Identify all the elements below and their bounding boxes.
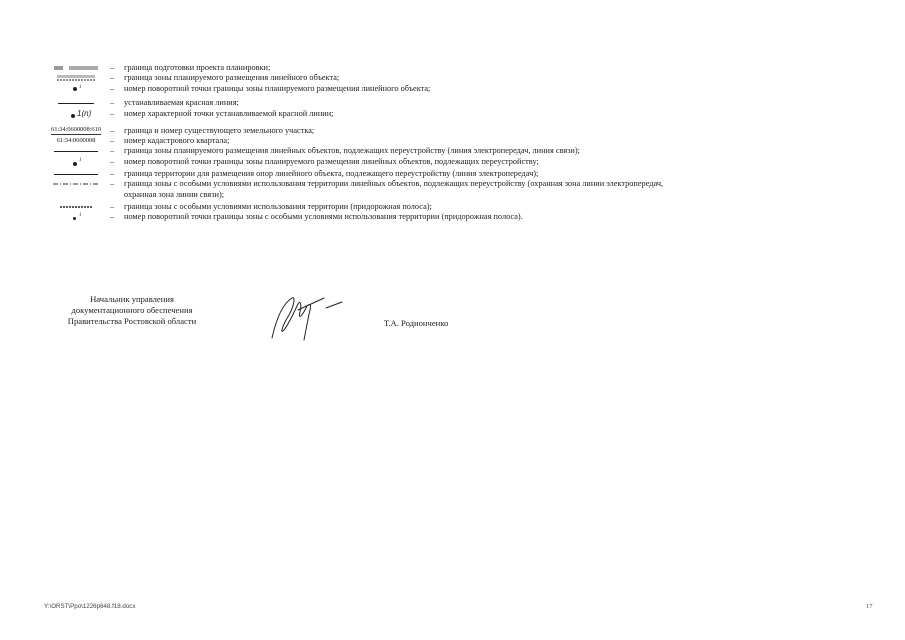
legend-dash: – bbox=[110, 156, 115, 166]
point-number: 1 bbox=[79, 157, 82, 163]
legend-text: номер характерной точки устанавливаемой красной линии; bbox=[124, 108, 334, 118]
legend-text: граница подготовки проекта планировки; bbox=[124, 63, 271, 72]
legend-dash: – bbox=[110, 98, 115, 108]
legend-dash: – bbox=[110, 202, 115, 212]
legend-dash: – bbox=[110, 73, 115, 83]
reconstruction-point-symbol bbox=[44, 157, 108, 167]
legend-text bbox=[124, 179, 884, 200]
legend-row-zone-turning-point bbox=[44, 84, 884, 94]
legend-row-reconstruction-zone bbox=[44, 146, 884, 156]
point-dot-icon bbox=[73, 87, 77, 91]
cadastral-quarter-number: 61:34:0600008 bbox=[56, 137, 96, 145]
legend-text: номер поворотной точки границы зоны планируемого размещения линейных объектов, подлежащих переустройству; bbox=[124, 156, 539, 166]
legend bbox=[44, 63, 884, 224]
legend-text: граница и номер существующего земельного участка; bbox=[124, 125, 315, 135]
position-line-1: Начальник управления bbox=[90, 294, 174, 304]
land-plot-number: 61:34:0600008:610 bbox=[51, 126, 101, 134]
reconstruction-zone-symbol bbox=[44, 146, 108, 156]
point-label: 1(n) bbox=[77, 108, 92, 118]
legend-dash: – bbox=[110, 168, 115, 178]
legend-row-planning-boundary bbox=[44, 63, 884, 73]
protection-zone-symbol bbox=[44, 179, 108, 189]
legend-text: граница зоны планируемого размещения линейного объекта; bbox=[124, 73, 340, 83]
legend-text-line2: охранная зона линии связи); bbox=[124, 189, 225, 199]
legend-row-linear-object-zone bbox=[44, 73, 884, 83]
point-number: 1 bbox=[79, 84, 82, 90]
legend-row-reconstruction-point bbox=[44, 157, 884, 169]
legend-text: устанавливаемая красная линия; bbox=[124, 98, 239, 108]
legend-dash: – bbox=[110, 108, 115, 118]
red-line-symbol bbox=[44, 98, 108, 108]
legend-dash: – bbox=[110, 146, 115, 156]
red-line-point-symbol bbox=[44, 109, 108, 119]
legend-dash: – bbox=[110, 212, 115, 222]
legend-row-land-plot bbox=[44, 126, 884, 136]
legend-row-cadastral-quarter bbox=[44, 136, 884, 146]
footer-file-path: Y:\ORST\Ppo\1226p648.f18.docx bbox=[44, 603, 136, 610]
linear-object-zone-symbol bbox=[44, 73, 108, 83]
legend-dash: – bbox=[110, 136, 115, 146]
roadside-point-symbol bbox=[44, 212, 108, 222]
page-number: 17 bbox=[866, 603, 873, 610]
point-number: 1 bbox=[79, 213, 82, 219]
legend-dash: – bbox=[110, 63, 115, 72]
pylon-territory-symbol bbox=[44, 169, 108, 179]
legend-dash: – bbox=[110, 125, 115, 135]
turning-point-symbol bbox=[44, 84, 108, 94]
signatory-position bbox=[52, 294, 212, 326]
legend-dash: – bbox=[110, 83, 115, 93]
legend-row-red-line bbox=[44, 98, 884, 108]
planning-boundary-symbol bbox=[44, 63, 108, 73]
signatory-name: Т.А. Родионченко bbox=[384, 318, 449, 328]
legend-row-roadside-strip bbox=[44, 202, 884, 212]
handwritten-signature bbox=[262, 290, 348, 346]
legend-row-protection-zone bbox=[44, 179, 884, 200]
legend-text: номер кадастрового квартала; bbox=[124, 136, 230, 146]
legend-text: граница зоны с особыми условиями использования территории (придорожная полоса); bbox=[124, 202, 432, 212]
legend-text: граница зоны планируемого размещения линейных объектов, подлежащих переустройству (линия электропередач, линия связи); bbox=[124, 146, 580, 156]
position-line-2: документационного обеспечения bbox=[71, 304, 193, 315]
cadastral-quarter-symbol bbox=[44, 136, 108, 146]
legend-row-pylon-territory bbox=[44, 169, 884, 179]
land-plot-symbol bbox=[44, 126, 108, 136]
roadside-strip-symbol bbox=[44, 202, 108, 212]
legend-text: граница территории для размещения опор линейного объекта, подлежащего переустройству (линия электропередач); bbox=[124, 168, 539, 178]
position-line-3: Правительства Ростовской области bbox=[67, 315, 197, 326]
legend-text: номер поворотной точки границы зоны планируемого размещения линейного объекта; bbox=[124, 83, 431, 93]
legend-dash: – bbox=[110, 179, 115, 189]
legend-row-red-line-point bbox=[44, 109, 884, 122]
legend-text-line1: граница зоны с особыми условиями использования территории линейных объектов, подлежащих переустройству (охранная зона линии электропередач, bbox=[124, 179, 664, 189]
legend-row-roadside-point bbox=[44, 212, 884, 224]
point-dot-icon bbox=[73, 162, 77, 166]
point-dot-icon bbox=[71, 114, 75, 118]
legend-text: номер поворотной точки границы зоны с особыми условиями использования территории (придорожная полоса). bbox=[124, 212, 523, 222]
point-dot-icon bbox=[73, 217, 76, 220]
